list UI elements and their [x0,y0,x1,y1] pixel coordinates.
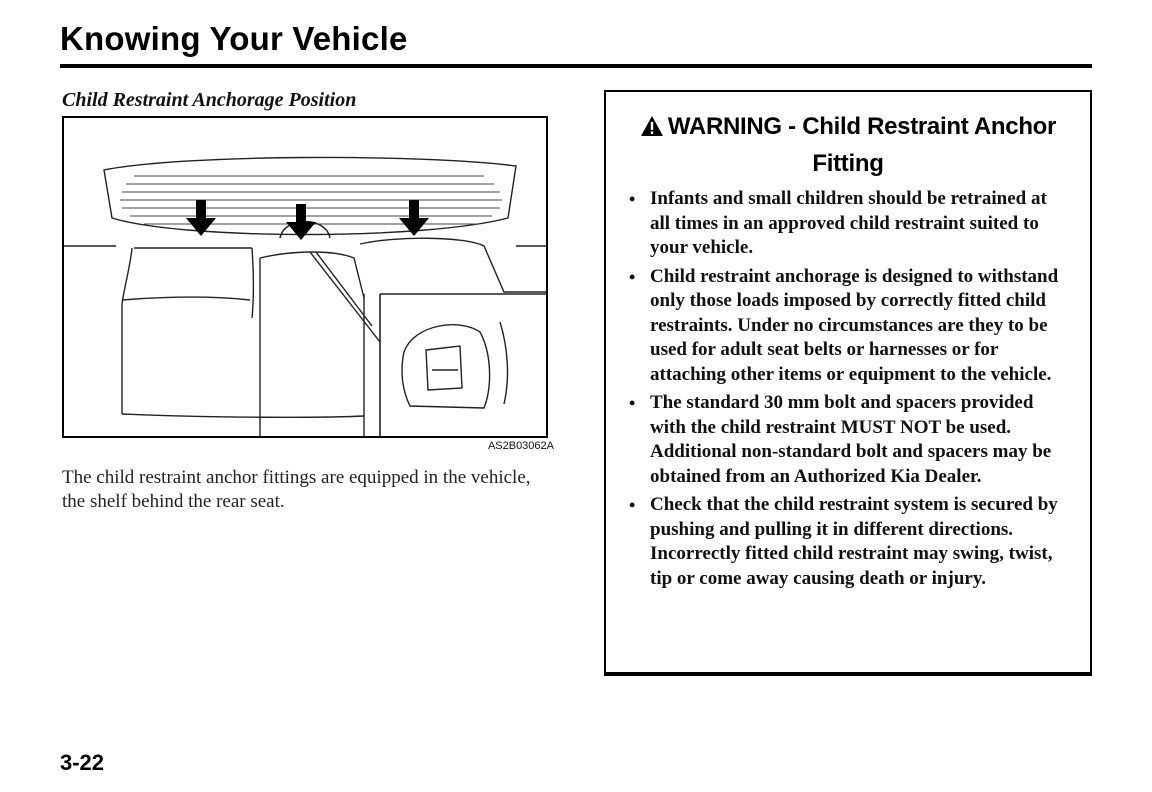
warning-heading-line1: Child Restraint Anchor [802,113,1057,140]
anchorage-illustration [62,116,548,438]
warning-item: • Infants and small children should be retrained at all times in an approved child restraint suited to your vehicle. [629,188,1047,258]
warning-heading [626,110,1070,181]
figure-code: AS2B03062A [487,440,554,452]
chapter-title: Knowing Your Vehicle [60,20,408,57]
warning-item: • Check that the child restraint system is secured by pushing and pulling it in different directions. Incorrectly fitted child restraint may swing, twist, tip or come away causing death or injury. [629,494,1058,589]
warning-item: • The standard 30 mm bolt and spacers provided with the child restraint MUST NOT be used. Additional non-standard bolt and spacers may be obtained from an Authorized Kia Dealer. [629,392,1052,487]
warning-box [604,90,1092,676]
page-number: 3-22 [60,750,105,775]
title-rule [60,64,1092,68]
body-paragraph: The child restraint anchor fittings are equipped in the vehicle, the shelf behind the rear seat. [62,467,531,512]
rear-seat-drawing [64,118,546,436]
warning-heading-line2: Fitting [812,150,884,177]
warning-triangle-icon [640,113,664,147]
figure-caption: Child Restraint Anchorage Position [62,89,357,111]
warning-item: • Child restraint anchorage is designed to withstand only those loads imposed by correctly fitted child restraints. Under no circumstances are they to be used for adult seat belts or harnesses or for attaching other items or equipment to the vehicle. [629,265,1059,385]
warning-list [626,187,1070,591]
left-seat-back [122,248,254,414]
warning-heading-prefix: WARNING - [667,113,803,140]
